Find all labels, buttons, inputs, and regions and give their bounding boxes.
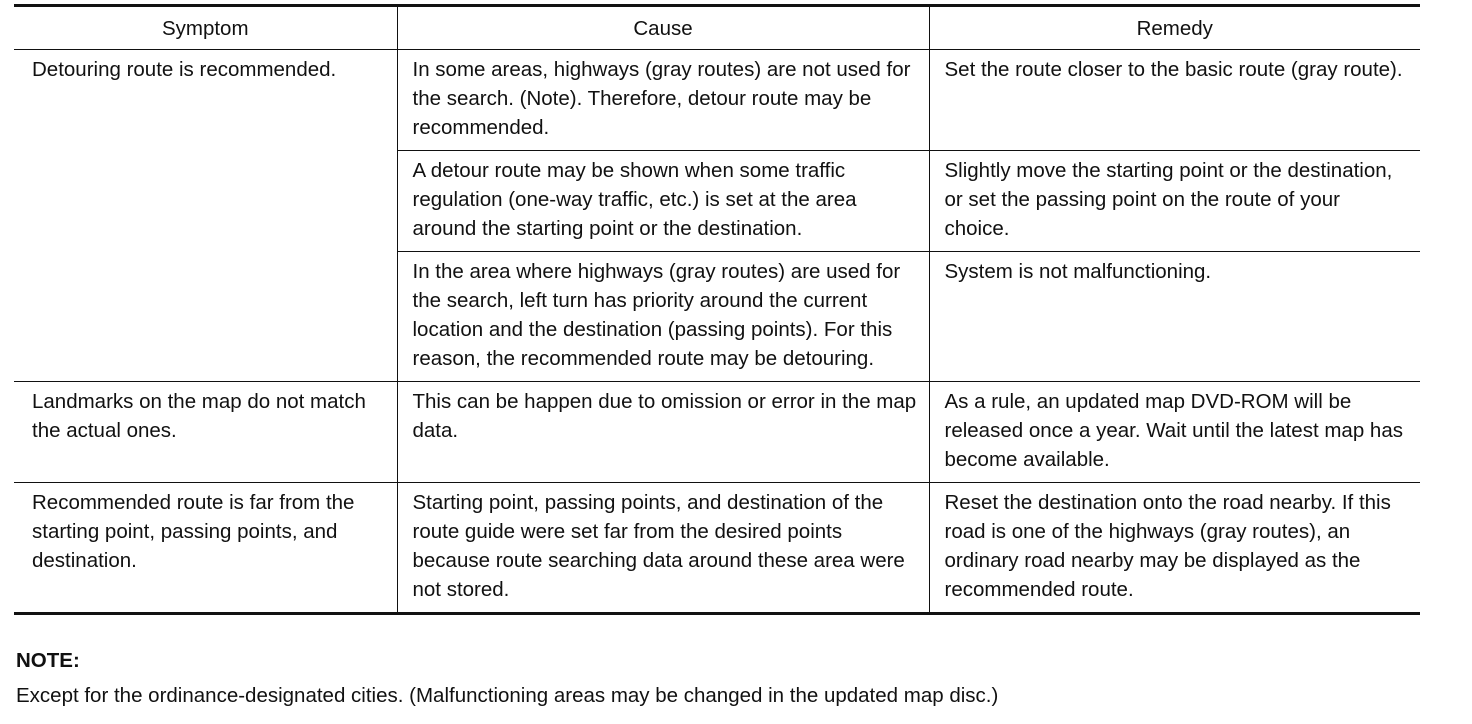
remedy-cell: Slightly move the starting point or the destination, or set the passing point on the route of your choice. <box>929 151 1420 252</box>
cause-cell: This can be happen due to omission or error in the map data. <box>397 382 929 483</box>
remedy-cell: Reset the destination onto the road nearby. If this road is one of the highways (gray routes), an ordinary road nearby may be displayed as the recommended route. <box>929 483 1420 614</box>
table-row <box>14 50 1420 151</box>
header-cause: Cause <box>397 6 929 50</box>
cause-cell: Starting point, passing points, and destination of the route guide were set far from the desired points because route searching data around these area were not stored. <box>397 483 929 614</box>
header-symptom: Symptom <box>14 6 397 50</box>
cause-cell: In some areas, highways (gray routes) are not used for the search. (Note). Therefore, detour route may be recommended. <box>397 50 929 151</box>
cause-cell: A detour route may be shown when some traffic regulation (one-way traffic, etc.) is set at the area around the starting point or the destination. <box>397 151 929 252</box>
symptom-cell: Landmarks on the map do not match the actual ones. <box>14 382 397 483</box>
remedy-cell: As a rule, an updated map DVD-ROM will be released once a year. Wait until the latest map has become available. <box>929 382 1420 483</box>
symptom-cell: Detouring route is recommended. <box>14 50 397 382</box>
remedy-cell: Set the route closer to the basic route (gray route). <box>929 50 1420 151</box>
note-label: NOTE: <box>16 649 80 672</box>
table-header-row <box>14 6 1420 50</box>
note-text: Except for the ordinance-designated cities. (Malfunctioning areas may be changed in the updated map disc.) <box>16 684 999 707</box>
troubleshooting-table-container <box>14 4 1420 615</box>
symptom-cell: Recommended route is far from the starting point, passing points, and destination. <box>14 483 397 614</box>
remedy-cell: System is not malfunctioning. <box>929 252 1420 382</box>
table-row <box>14 483 1420 614</box>
cause-cell: In the area where highways (gray routes) are used for the search, left turn has priority around the current location and the destination (passing points). For this reason, the recommended route may be detouring. <box>397 252 929 382</box>
header-remedy: Remedy <box>929 6 1420 50</box>
table-row <box>14 382 1420 483</box>
troubleshooting-table <box>14 4 1420 615</box>
